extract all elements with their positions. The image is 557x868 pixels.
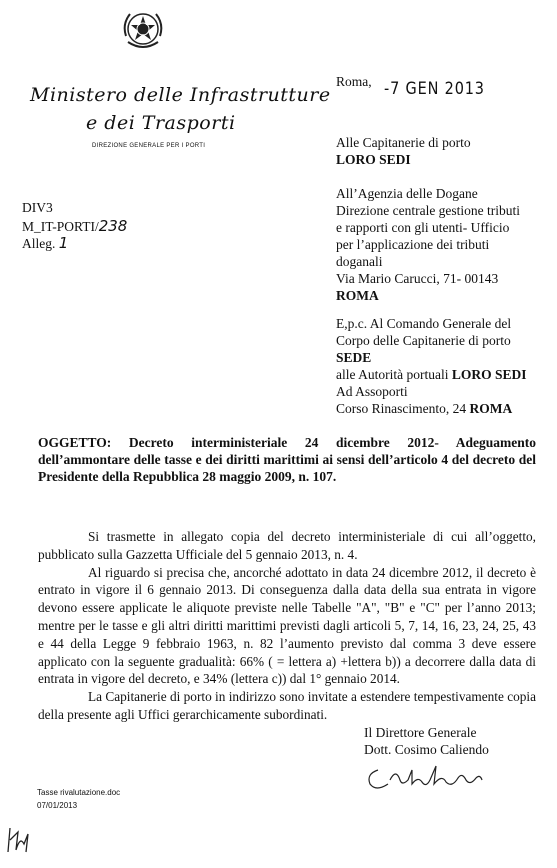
recipient-cc-line4a: alle Autorità portuali: [336, 367, 452, 382]
recipient-2-line7: ROMA: [336, 288, 379, 303]
recipient-cc-line6b: ROMA: [469, 401, 513, 416]
recipient-cc-line4b: LORO SEDI: [451, 367, 527, 382]
body-paragraph-1: Si trasmette in allegato copia del decreto interministeriale di cui all’oggetto, pubblicato sulla Gazzetta Ufficiale del 5 gennaio 2013, n. 4.: [38, 529, 536, 562]
recipient-cc-line2: Corpo delle Capitanerie di porto: [336, 333, 511, 348]
protocol-alleg-number: 1: [58, 234, 69, 252]
recipient-1-line1: Alle Capitanerie di porto: [336, 135, 471, 150]
place: Roma,: [336, 74, 372, 89]
recipient-2-line5: doganali: [336, 254, 383, 269]
recipient-2-line1: All’Agenzia delle Dogane: [336, 186, 478, 201]
recipient-cc-line1: E,p.c. Al Comando Generale del: [336, 316, 512, 331]
body-paragraph-2: Al riguardo si precisa che, ancorché adottato in data 24 dicembre 2012, il decreto è entrato in vigore il 6 gennaio 2013. Di conseguenza dalla data della sua entrata in vigore devono essere applicate le aliquote previste nelle Tabelle "A", "B" e "C" per l’anno 2013; mentre per le tasse e gli altri diritti marittimi previsti dagli articoli 5, 7, 14, 16, 23, 24, 25, 43 e 44 della Legge 9 febbraio 1963, n. 82 l’aumento previsto dal comma 3 deve essere applicato con la seguente gradualità: 66% ( = lettera a) +lettera b)) a decorrere dalla data di entrata in vigore del decreto, e 34% (lettera c)) dal 1° gennaio 2014.: [38, 564, 536, 687]
protocol-ref: [22, 217, 127, 235]
protocol-ref-prefix: M_IT-PORTI/: [22, 219, 99, 234]
recipient-1-line2: LORO SEDI: [336, 152, 411, 167]
republic-emblem: [120, 6, 166, 52]
protocol-div: DIV3: [22, 200, 53, 215]
recipient-2: [336, 185, 520, 304]
recipient-2-line2: Direzione centrale gestione tributi: [336, 203, 521, 218]
handwritten-initials: [4, 824, 32, 854]
recipient-cc-line3: SEDE: [336, 350, 372, 365]
subject-text: Decreto interministeriale 24 dicembre 2012- Adeguamento dell’ammontare delle tasse e dei diritti marittimi ai sensi dell’articolo 4 del decreto del Presidente della Repubblica 28 maggio 2009, n. 107.: [38, 435, 536, 484]
recipient-cc-line6: [336, 400, 527, 417]
directorate-name: DIREZIONE GENERALE PER I PORTI: [92, 143, 206, 149]
signatory-title: Il Direttore Generale: [364, 725, 477, 740]
subject: [38, 434, 536, 485]
subject-label: OGGETTO:: [38, 435, 112, 450]
protocol-ref-number: 238: [98, 217, 128, 235]
ministry-name-line1: Ministero delle Infrastrutture: [30, 84, 331, 106]
body-paragraph-3: La Capitanerie di porto in indirizzo sono invitate a estendere tempestivamente copia della presente agli Uffici gerarchicamente subordinati.: [38, 689, 536, 722]
recipient-cc-line4: [336, 366, 527, 383]
ministry-name-line2: e dei Trasporti: [86, 112, 236, 134]
recipient-2-line6: Via Mario Carucci, 71- 00143: [336, 271, 499, 286]
recipient-cc-line5: Ad Assoporti: [336, 384, 408, 399]
body: [38, 528, 536, 724]
footer-filename: Tasse rivalutazione.doc: [37, 788, 121, 797]
recipient-2-line4: per l’applicazione dei tributi: [336, 237, 490, 252]
recipient-1: [336, 134, 471, 168]
protocol-alleg-prefix: Alleg.: [22, 236, 56, 251]
footer-date: 07/01/2013: [37, 801, 78, 810]
recipient-cc-line6a: Corso Rinascimento, 24: [336, 401, 470, 416]
protocol-alleg: [22, 234, 68, 252]
handwritten-signature: [364, 758, 494, 792]
date-stamp: -7 GEN 2013: [384, 79, 485, 99]
recipient-2-line3: e rapporti con gli utenti- Ufficio: [336, 220, 510, 235]
recipient-cc: [336, 315, 527, 417]
signatory-name: Dott. Cosimo Caliendo: [364, 742, 489, 757]
